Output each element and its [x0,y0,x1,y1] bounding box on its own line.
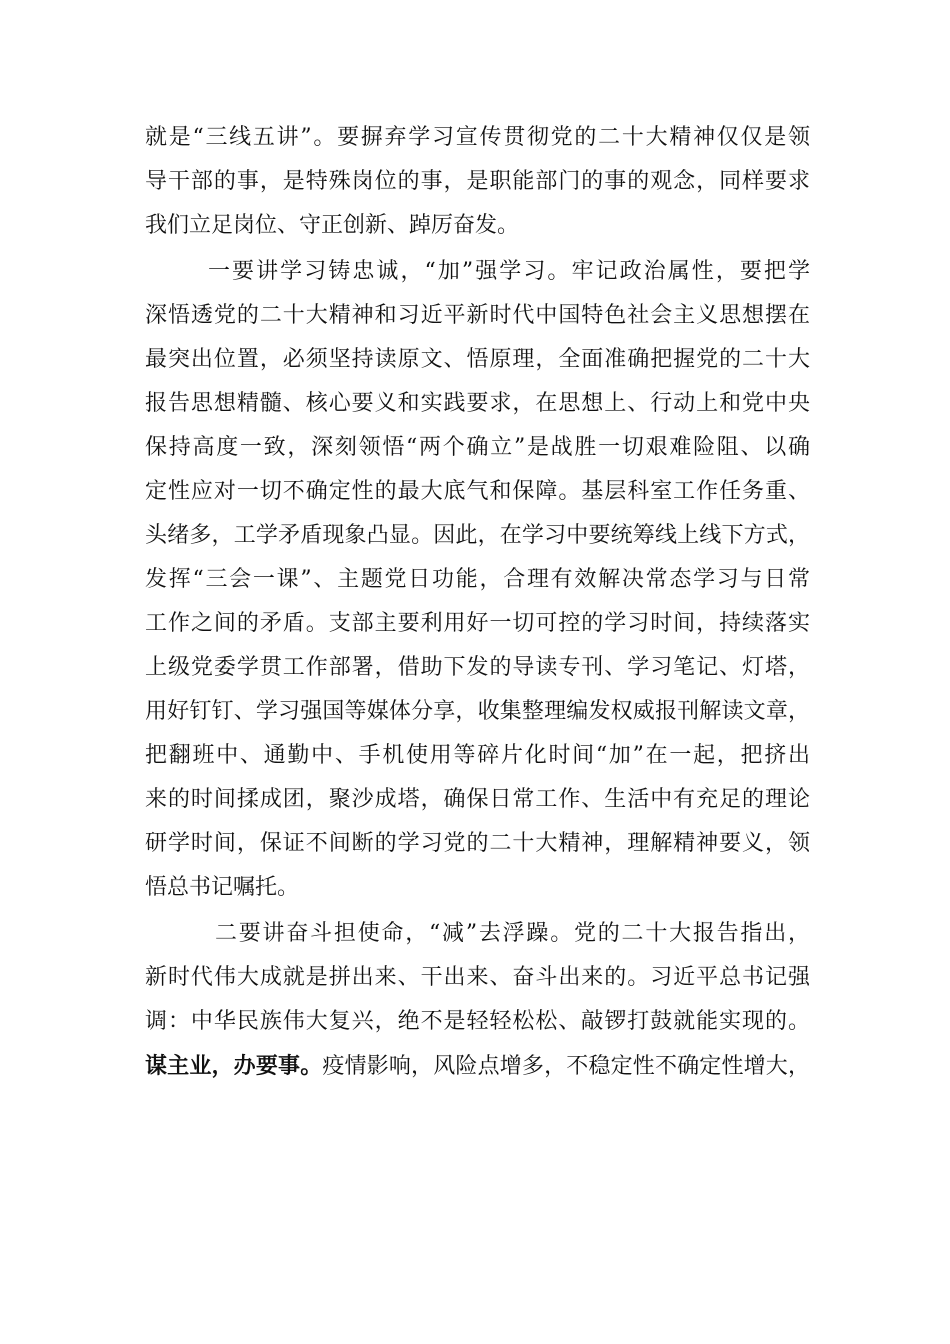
paragraph-2-line-6: 定性应对一切不确定性的最大底气和保障。基层科室工作任务重、 [145,479,810,504]
paragraph-2-line-11: 用好钉钉、学习强国等媒体分享，收集整理编发权威报刊解读文章， [145,699,810,724]
paragraph-3-line-1: 二要讲奋斗担使命，“减”去浮躁。党的二十大报告指出， [215,921,810,946]
paragraph-2-line-14: 研学时间，保证不间断的学习党的二十大精神，理解精神要义，领 [145,831,810,856]
bold-lead-phrase: 谋主业，办要事。 [145,1053,323,1079]
paragraph-2-line-12: 把翻班中、通勤中、手机使用等碎片化时间“加”在一起，把挤出 [145,743,810,768]
paragraph-3-line-4-text: 疫情影响，风险点增多，不稳定性不确定性增大， [322,1054,810,1079]
paragraph-2-line-15: 悟总书记嘱托。 [145,875,300,900]
paragraph-2-line-13: 来的时间揉成团，聚沙成塔，确保日常工作、生活中有充足的理论 [145,787,810,812]
paragraph-2-line-7: 头绪多，工学矛盾现象凸显。因此，在学习中要统筹线上线下方式， [145,523,810,548]
paragraph-2-line-1: 一要讲学习铸忠诚，“加”强学习。牢记政治属性，要把学 [208,259,810,284]
paragraph-2-line-4: 报告思想精髓、核心要义和实践要求，在思想上、行动上和党中央 [145,391,810,416]
paragraph-2-line-2: 深悟透党的二十大精神和习近平新时代中国特色社会主义思想摆在 [145,303,810,328]
paragraph-2-line-5: 保持高度一致，深刻领悟“两个确立”是战胜一切艰难险阻、以确 [145,435,810,460]
paragraph-2-line-10: 上级党委学贯工作部署，借助下发的导读专刊、学习笔记、灯塔， [145,655,810,680]
paragraph-1-line-3: 我们立足岗位、守正创新、踔厉奋发。 [145,213,520,238]
paragraph-3-line-3: 调：中华民族伟大复兴，绝不是轻轻松松、敲锣打鼓就能实现的。 [145,1009,810,1034]
paragraph-1-line-1: 就是“三线五讲”。要摒弃学习宣传贯彻党的二十大精神仅仅是领 [145,125,810,150]
paragraph-2-line-8: 发挥“三会一课”、主题党日功能，合理有效解决常态学习与日常 [145,567,810,592]
paragraph-2-line-3: 最突出位置，必须坚持读原文、悟原理，全面准确把握党的二十大 [145,347,810,372]
paragraph-3-line-2: 新时代伟大成就是拼出来、干出来、奋斗出来的。习近平总书记强 [145,965,810,990]
paragraph-3-line-4 [145,1044,810,1088]
paragraph-2-line-9: 工作之间的矛盾。支部主要利用好一切可控的学习时间，持续落实 [145,611,810,636]
paragraph-1-line-2: 导干部的事，是特殊岗位的事，是职能部门的事的观念，同样要求 [145,169,810,194]
